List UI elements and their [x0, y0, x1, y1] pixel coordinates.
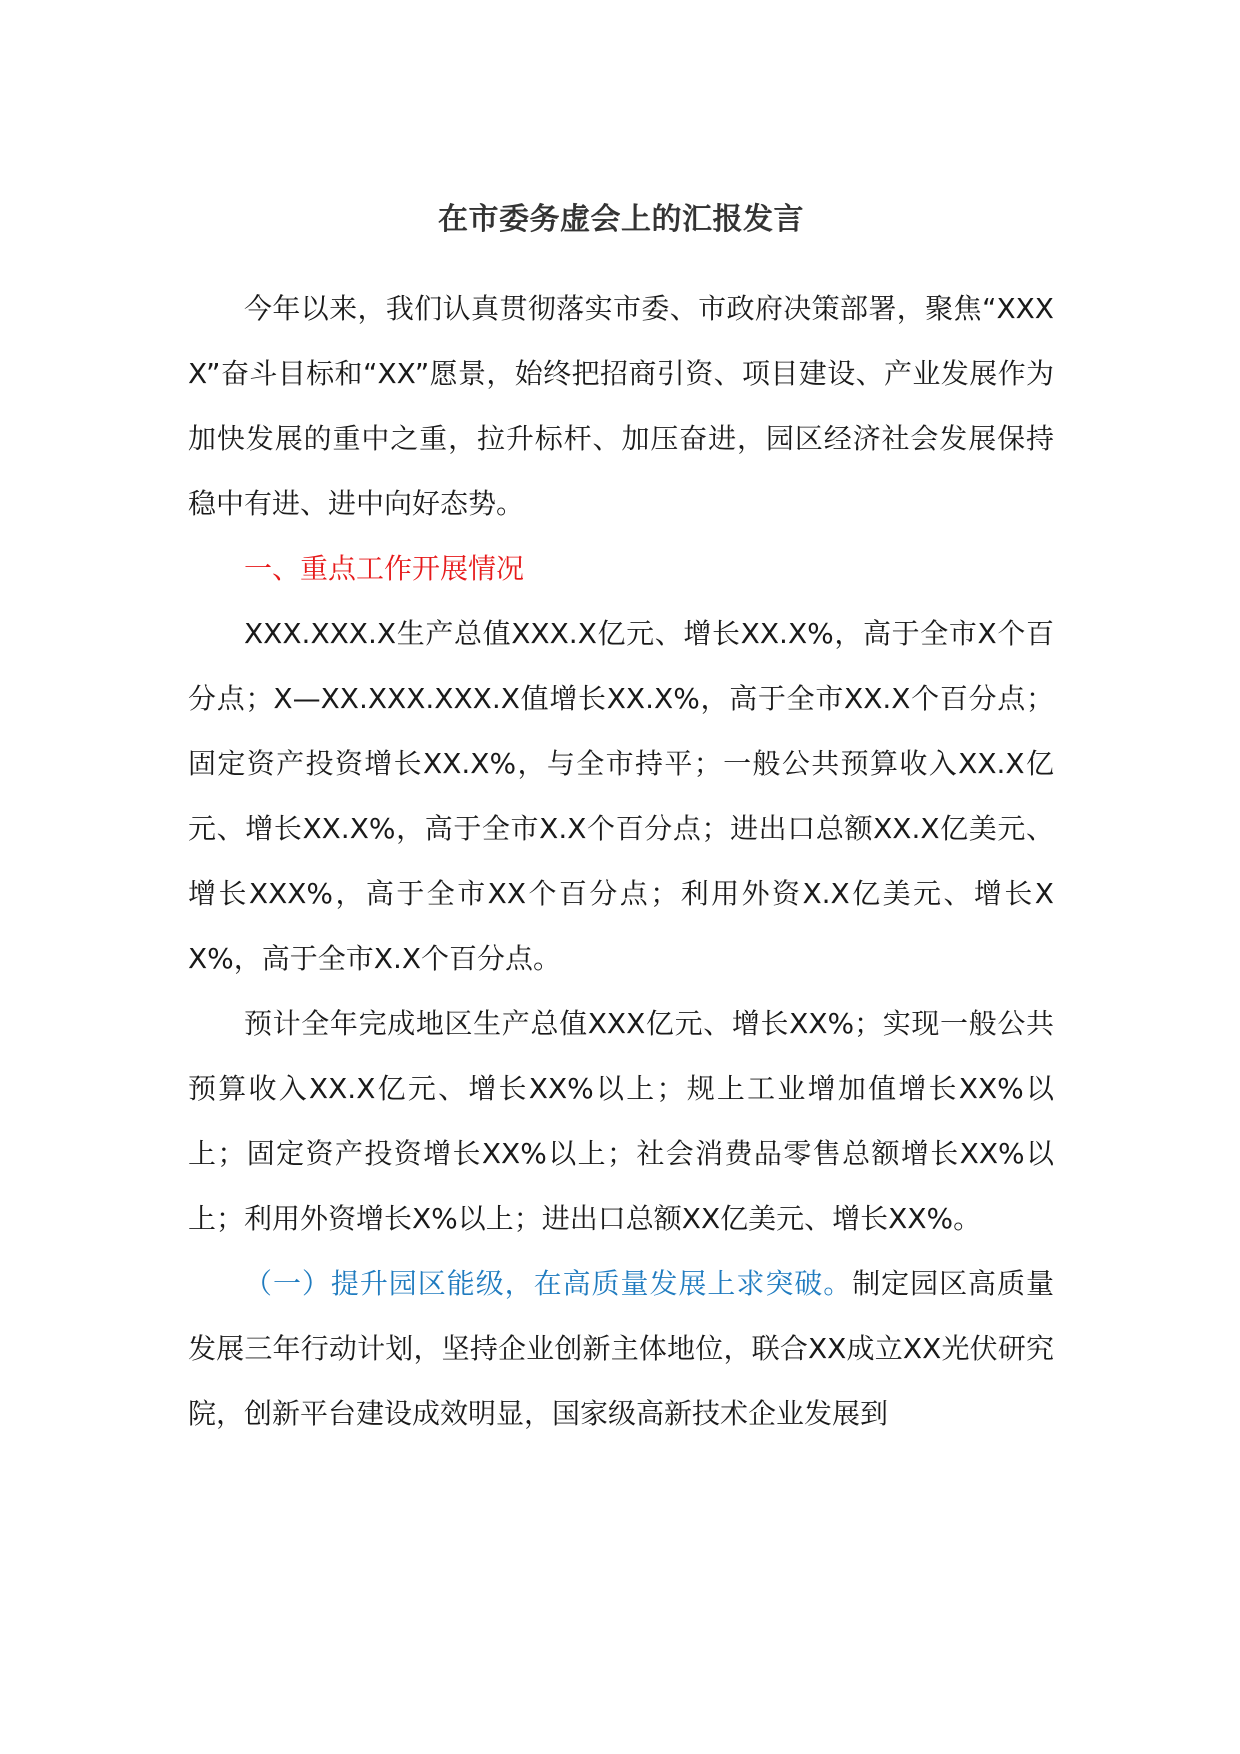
subsection-paragraph — [188, 1251, 1054, 1446]
intro-paragraph: 今年以来，我们认真贯彻落实市委、市政府决策部署，聚焦“XXXX”奋斗目标和“XX”愿景，始终把招商引资、项目建设、产业发展作为加快发展的重中之重，拉升标杆、加压奋进，园区经济社会发展保持稳中有进、进中向好态势。 — [188, 292, 1054, 520]
subsection-lead: （一）提升园区能级，在高质量发展上求突破。 — [244, 1267, 853, 1300]
section-heading: 一、重点工作开展情况 — [244, 552, 525, 585]
forecast-paragraph: 预计全年完成地区生产总值XXX亿元、增长XX%；实现一般公共预算收入XX.X亿元、增长XX%以上；规上工业增加值增长XX%以上；固定资产投资增长XX%以上；社会消费品零售总额增长XX%以上；利用外资增长X%以上；进出口总额XX亿美元、增长XX%。 — [188, 1007, 1054, 1235]
document-title: 在市委务虚会上的汇报发言 — [438, 202, 804, 237]
document-page — [188, 200, 1054, 1446]
subsection-body: 制定园区高质量发展三年行动计划，坚持企业创新主体地位，联合XX成立XX光伏研究院，创新平台建设成效明显，国家级高新技术企业发展到 — [188, 1267, 1054, 1430]
stats-paragraph: XXX.XXX.X生产总值XXX.X亿元、增长XX.X%，高于全市X个百分点；X—XX.XXX.XXX.X值增长XX.X%，高于全市XX.X个百分点；固定资产投资增长XX.X%，与全市持平；一般公共预算收入XX.X亿元、增长XX.X%，高于全市X.X个百分点；进出口总额XX.X亿美元、增长XXX%，高于全市XX个百分点；利用外资X.X亿美元、增长XX%，高于全市X.X个百分点。 — [188, 617, 1054, 975]
